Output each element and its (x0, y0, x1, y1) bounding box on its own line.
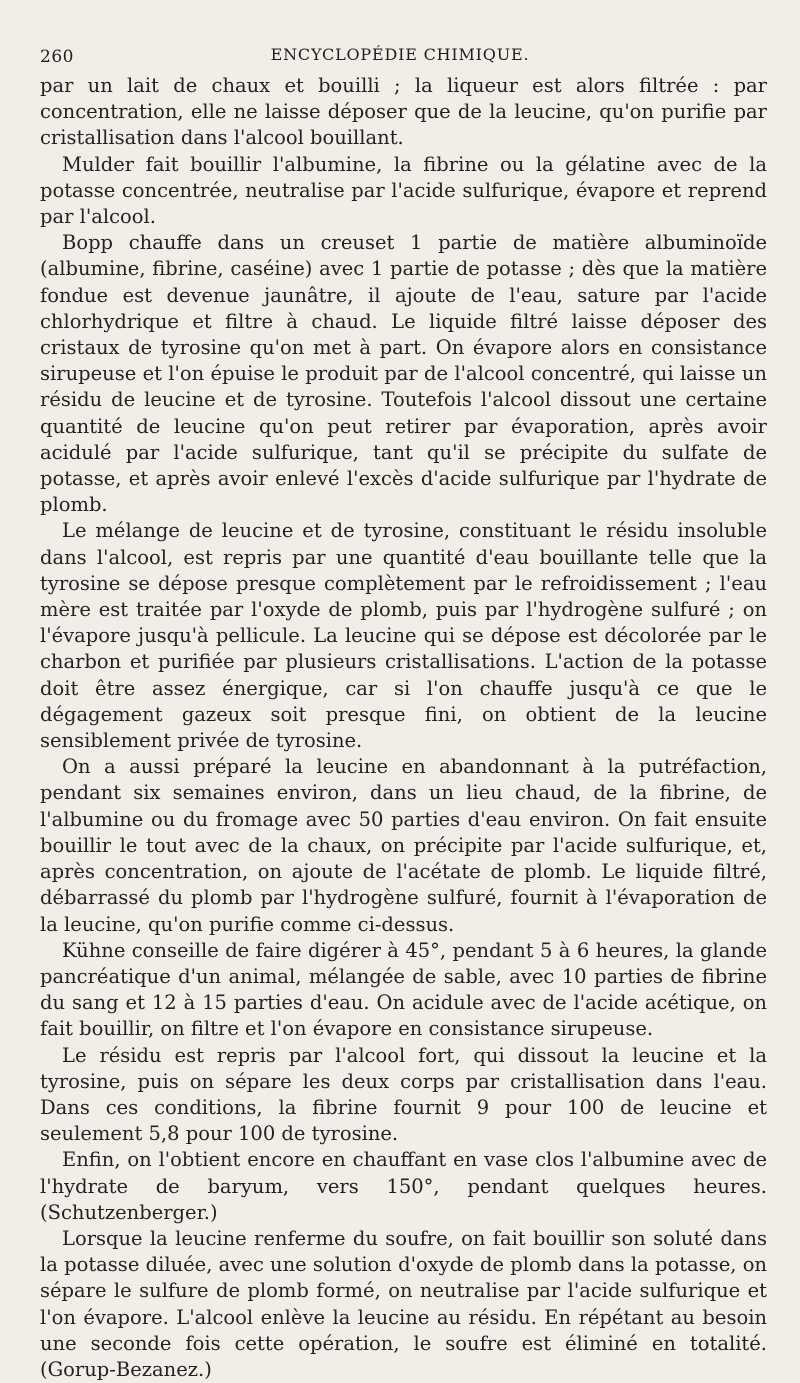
paragraph-mixture: Le mélange de leucine et de tyrosine, constituant le résidu insoluble dans l'alcool, est repris par une quantité d'eau bouillante telle que la tyrosine se dépose presque complètement par le refroidissement ; l'eau mère est traitée par l'oxyde de plomb, puis par l'hydrogène sulfuré ; on l'évapore jusqu'à pellicule. La leucine qui se dépose est décolorée par le charbon et purifiée par plusieurs cristallisations. L'action de la potasse doit être assez énergique, car si l'on chauffe jusqu'à ce que le dégagement gazeux soit presque fini, on obtient de la leucine sensiblement privée de tyrosine. (40, 519, 767, 753)
running-title: ENCYCLOPÉDIE CHIMIQUE. (270, 45, 530, 64)
paragraph-continuation: par un lait de chaux et bouilli ; la liqueur est alors filtrée : par concentration, elle ne laisse déposer que de la leucine, qu'on purifie par cristallisation dans l'alcool bouillant. (40, 74, 767, 150)
paragraph-sulfur: Lorsque la leucine renferme du soufre, on fait bouillir son soluté dans la potasse diluée, avec une solution d'oxyde de plomb dans la potasse, on sépare le sulfure de plomb formé, on neutralise par l'acide sulfurique et l'on évapore. L'alcool enlève la leucine au résidu. En répétant au besoin une seconde fois cette opération, le soufre est éliminé en totalité. (Gorup-Bezanez.) (40, 1226, 767, 1381)
body-text (40, 73, 767, 1383)
paragraph-putrefaction: On a aussi préparé la leucine en abandonnant à la putréfaction, pendant six semaines environ, dans un lieu chaud, de la fibrine, de l'albumine ou du fromage avec 50 parties d'eau environ. On fait ensuite bouillir le tout avec de la chaux, on précipite par l'acide sulfurique, et, après concentration, on ajoute de l'acétate de plomb. Le liquide filtré, débarrassé du plomb par l'hydrogène sulfuré, fournit à l'évaporation de la leucine, qu'on purifie comme ci-dessus. (40, 755, 767, 936)
paragraph-bopp: Bopp chauffe dans un creuset 1 partie de matière albuminoïde (albumine, fibrine, caséine) avec 1 partie de potasse ; dès que la matière fondue est devenue jaunâtre, il ajoute de l'eau, sature par l'acide chlorhydrique et filtre à chaud. Le liquide filtré laisse déposer des cristaux de tyrosine qu'on met à part. On évapore alors en consistance sirupeuse et l'on épuise le produit par de l'alcool concentré, qui laisse un résidu de leucine et de tyrosine. Toutefois l'alcool dissout une certaine quantité de leucine qu'on peut retirer par évaporation, après avoir acidulé par l'acide sulfurique, tant qu'il se précipite du sulfate de potasse, et après avoir enlevé l'excès d'acide sulfurique par l'hydrate de plomb. (40, 231, 767, 517)
paragraph-kuhne: Kühne conseille de faire digérer à 45°, pendant 5 à 6 heures, la glande pancréatique d'un animal, mélangée de sable, avec 10 parties de fibrine du sang et 12 à 15 parties d'eau. On acidule avec de l'acide acétique, on fait bouillir, on filtre et l'on évapore en consistance sirupeuse. (40, 938, 767, 1041)
paragraph-mulder: Mulder fait bouillir l'albumine, la fibrine ou la gélatine avec de la potasse concentrée, neutralise par l'acide sulfurique, évapore et reprend par l'alcool. (40, 152, 767, 229)
page-number: 260 (40, 47, 74, 67)
paragraph-baryum: Enfin, on l'obtient encore en chauffant en vase clos l'albumine avec de l'hydrate de baryum, vers 150°, pendant quelques heures. (Schutzenberger.) (40, 1148, 767, 1224)
paragraph-residue: Le résidu est repris par l'alcool fort, qui dissout la leucine et la tyrosine, puis on sépare les deux corps par cristallisation dans l'eau. Dans ces conditions, la fibrine fournit 9 pour 100 de leucine et seulement 5,8 pour 100 de tyrosine. (40, 1043, 767, 1146)
